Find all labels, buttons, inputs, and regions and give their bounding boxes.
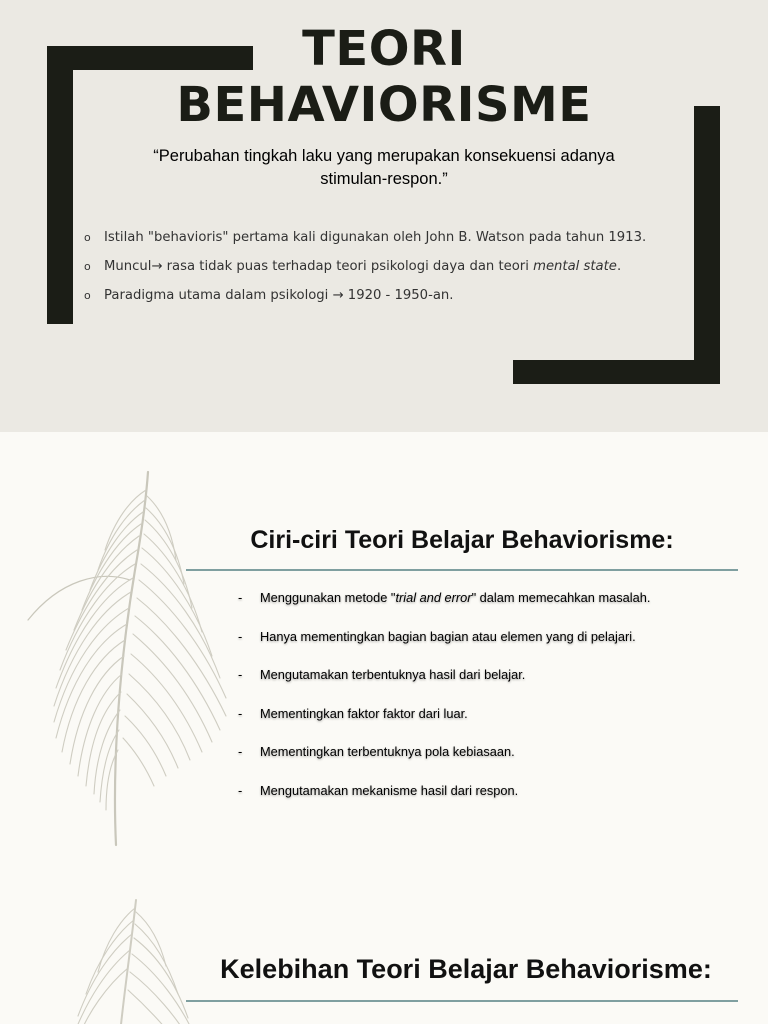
quote-line-2: stimulan-respon.” (320, 170, 448, 188)
right-arrow-icon: → (151, 259, 163, 274)
dash-bullet: - (238, 744, 243, 759)
characteristic-item (238, 588, 650, 627)
bullet-text-start: Muncul (104, 259, 152, 274)
frame-bottom-right-vertical (694, 106, 720, 384)
item-text-start: Menggunakan metode " (260, 590, 396, 605)
dash-bullet: - (238, 705, 243, 721)
characteristic-item (238, 742, 650, 781)
characteristics-list (238, 588, 650, 819)
item-text: Mengutamakan terbentuknya hasil dari belajar. (260, 667, 526, 682)
circle-bullet-icon: o (84, 260, 91, 273)
circle-bullet-icon: o (84, 289, 91, 302)
dash-bullet: - (238, 590, 243, 605)
quote-line-1: “Perubahan tingkah laku yang merupakan konsekuensi adanya (153, 147, 615, 165)
intro-bullet-2 (84, 257, 646, 286)
heading-underline (186, 1000, 738, 1002)
characteristic-item (238, 704, 650, 743)
characteristic-item (238, 781, 650, 820)
slide-advantages (0, 864, 768, 1024)
feather-decoration (20, 460, 250, 850)
slide-title (0, 0, 768, 432)
item-text: Mengutamakan mekanisme hasil dari respon. (260, 782, 519, 798)
frame-bottom-right-horizontal (513, 360, 720, 384)
slide-characteristics (0, 432, 768, 864)
dash-bullet: - (238, 667, 243, 682)
bullet-text-start: Paradigma utama dalam psikologi (104, 288, 333, 303)
circle-bullet-icon: o (84, 231, 91, 244)
advantages-heading: Kelebihan Teori Belajar Behaviorisme: (220, 954, 712, 984)
right-arrow-icon: → (332, 288, 344, 303)
intro-bullet-list (84, 228, 646, 315)
intro-bullet-3 (84, 286, 646, 315)
item-text: Mementingkan terbentuknya pola kebiasaan. (260, 744, 515, 759)
item-text-end: " dalam memecahkan masalah. (471, 590, 651, 605)
bullet-text-middle: rasa tidak puas terhadap teori psikologi daya dan teori (162, 259, 534, 274)
intro-bullet-1 (84, 228, 646, 257)
item-text-italic: trial and error (395, 590, 472, 605)
characteristic-item (238, 627, 650, 666)
dash-bullet: - (238, 628, 243, 644)
characteristic-item (238, 665, 650, 704)
slide-title-line-1: TEORI (302, 21, 466, 77)
dash-bullet: - (238, 782, 243, 798)
heading-underline (186, 569, 738, 571)
bullet-text: Istilah "behavioris" pertama kali digunakan oleh John B. Watson pada tahun 1913. (104, 230, 647, 245)
item-text: Mementingkan faktor faktor dari luar. (260, 705, 468, 721)
bullet-text-end: 1920 - 1950-an. (343, 288, 454, 303)
bullet-text-end: . (616, 259, 622, 274)
bullet-text-italic: mental state (533, 259, 617, 274)
characteristics-heading: Ciri-ciri Teori Belajar Behaviorisme: (250, 526, 674, 554)
slide-title-line-2: BEHAVIORISME (176, 77, 592, 133)
item-text: Hanya mementingkan bagian bagian atau elemen yang di pelajari. (260, 628, 636, 644)
